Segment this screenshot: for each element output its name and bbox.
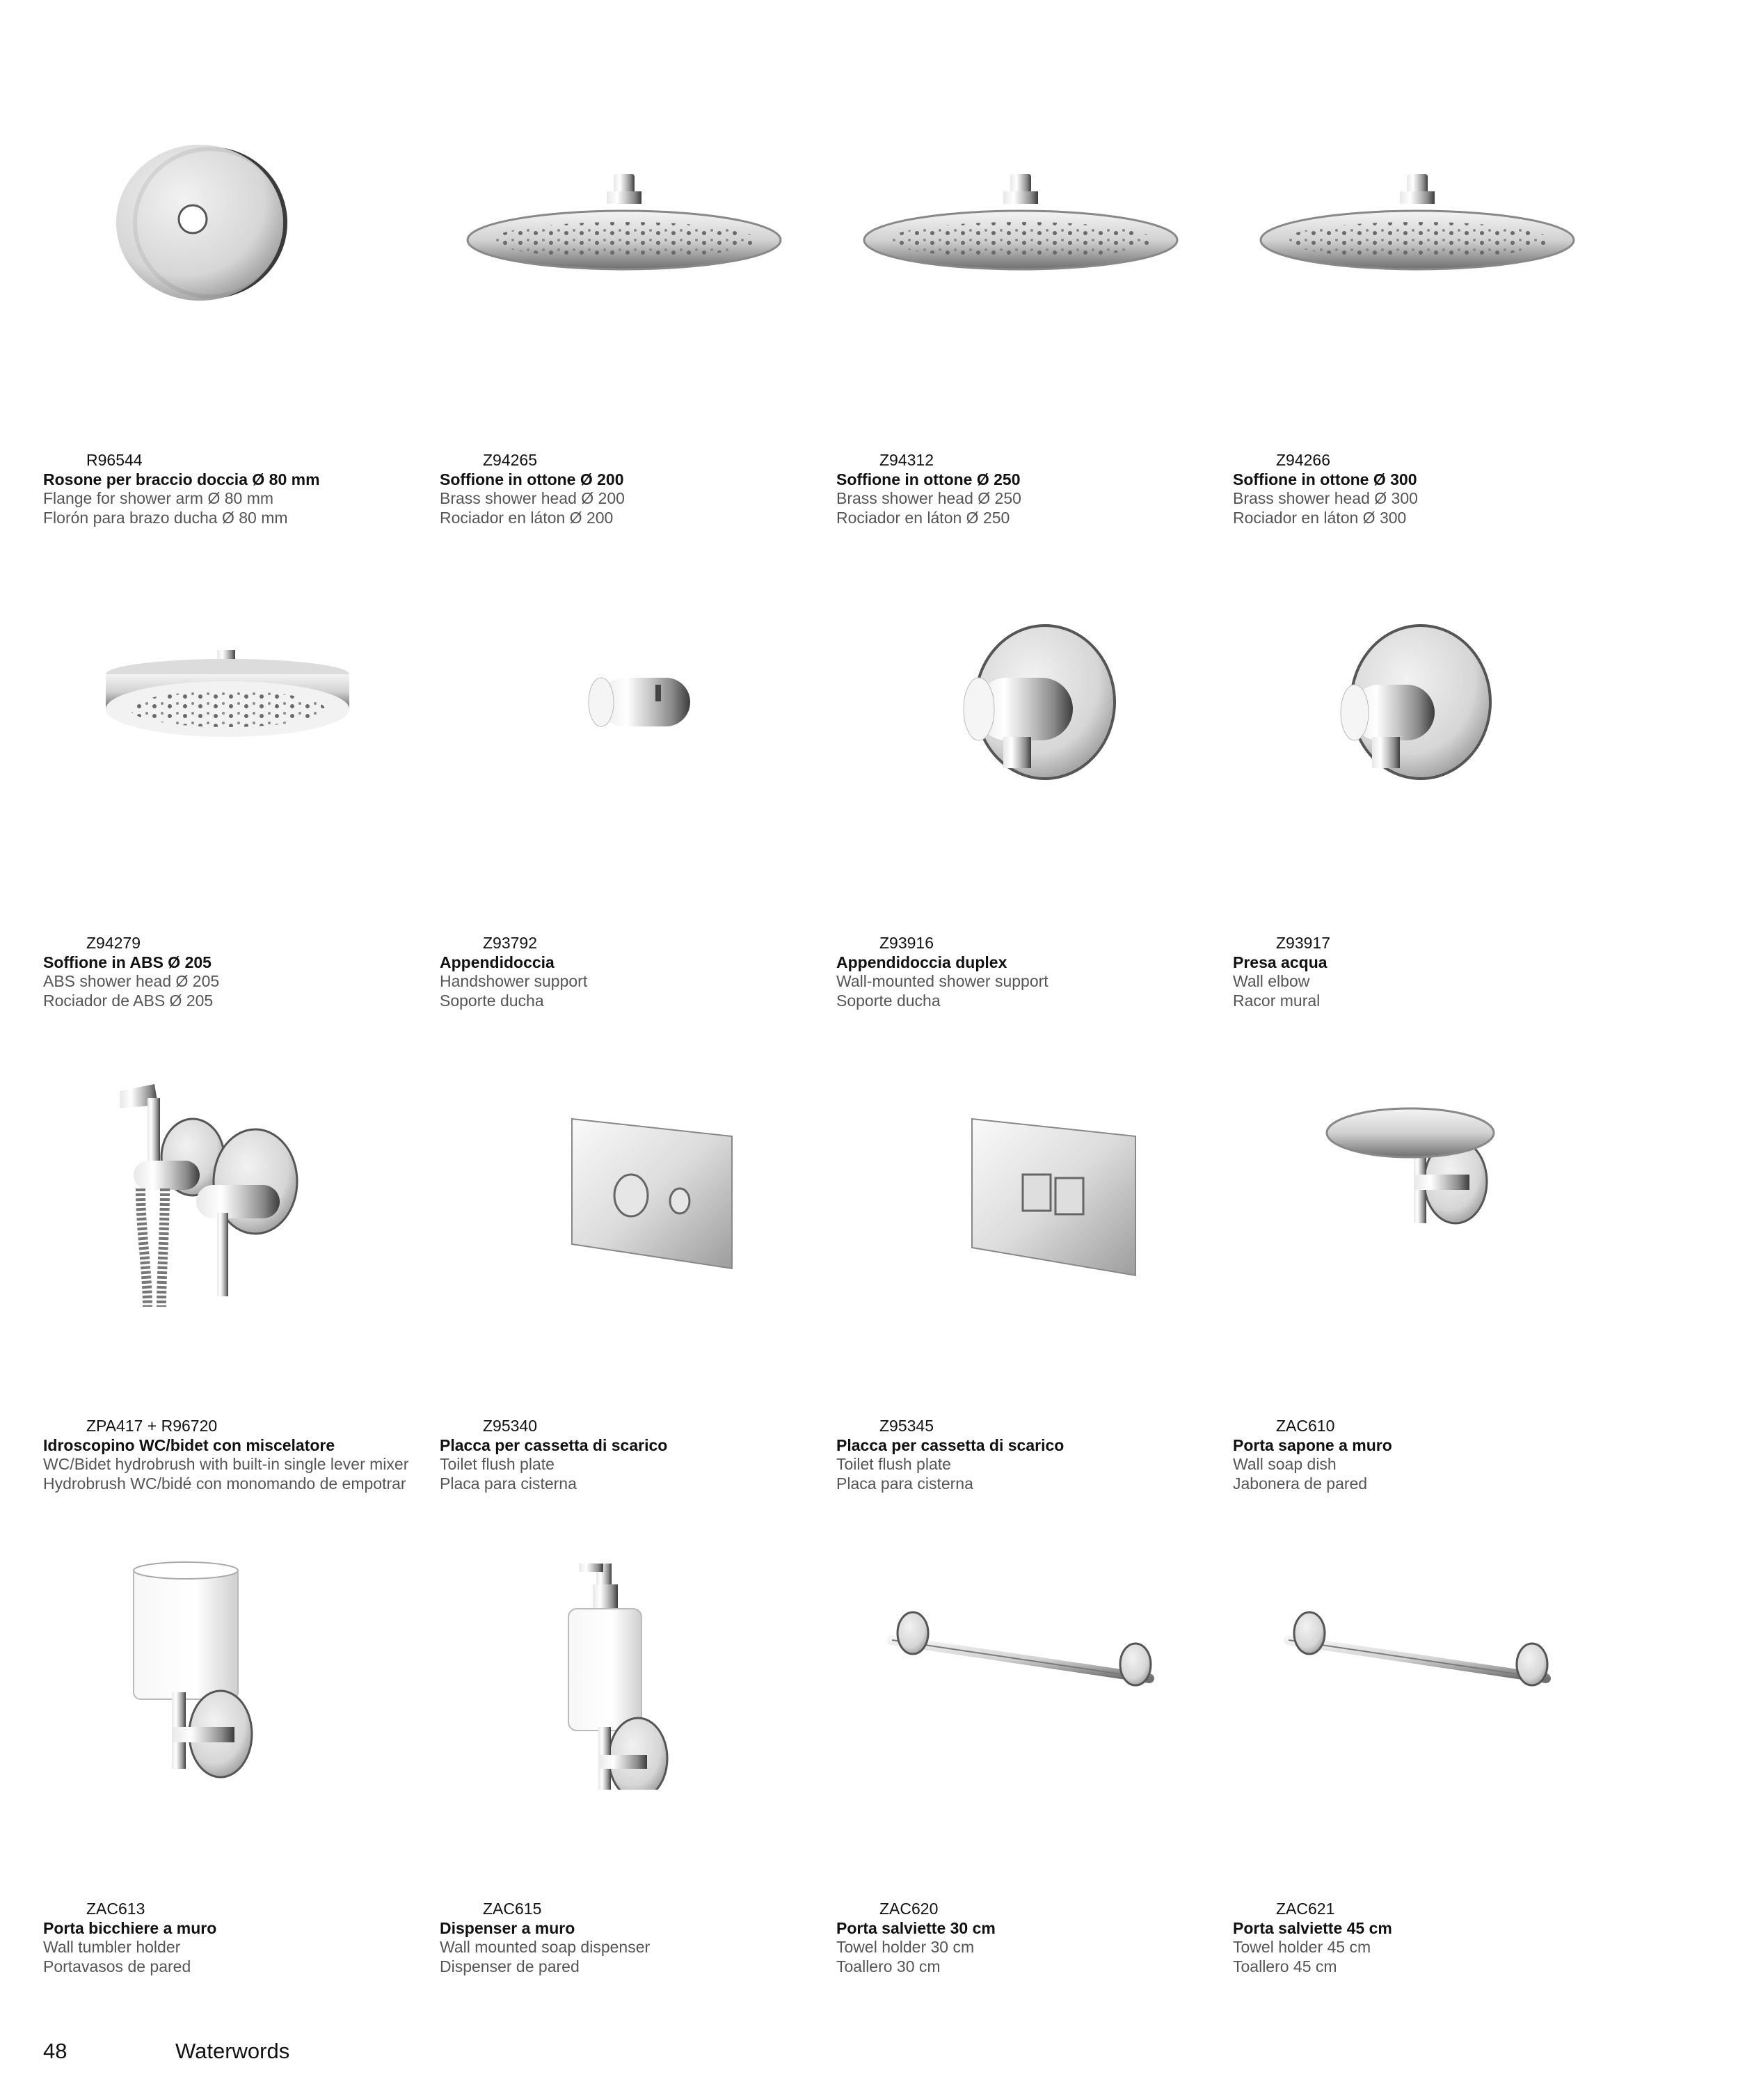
product-caption xyxy=(440,1900,836,1976)
product-name-spanish: Rociador en láton Ø 250 xyxy=(836,508,1010,527)
product-caption xyxy=(43,1417,440,1493)
product-name-italian: Porta salviette 30 cm xyxy=(836,1918,996,1937)
product-name-italian: Appendidoccia xyxy=(440,953,555,971)
product-card xyxy=(440,111,836,594)
product-name-spanish: Rociador en láton Ø 300 xyxy=(1233,508,1407,527)
product-card xyxy=(1233,111,1629,594)
product-code: Z94279 xyxy=(86,934,141,952)
product-name-italian: Porta salviette 45 cm xyxy=(1233,1918,1392,1937)
product-name-italian: Soffione in ottone Ø 200 xyxy=(440,470,624,488)
product-code: Z93792 xyxy=(483,934,538,952)
product-name-english: Toilet flush plate xyxy=(440,1455,555,1473)
product-code: ZPA417 + R96720 xyxy=(86,1417,218,1435)
product-name-english: ABS shower head Ø 205 xyxy=(43,972,220,990)
flange-icon xyxy=(43,111,419,341)
product-card xyxy=(43,1077,440,1560)
product-name-italian: Porta sapone a muro xyxy=(1233,1435,1392,1454)
product-code: Z94312 xyxy=(879,451,934,469)
brand-name: Waterwords xyxy=(175,2039,290,2063)
product-caption xyxy=(1233,1900,1629,1976)
product-name-spanish: Dispenser de pared xyxy=(440,1957,580,1975)
product-name-italian: Placca per cassetta di scarico xyxy=(836,1435,1065,1454)
product-name-spanish: Jabonera de pared xyxy=(1233,1474,1368,1493)
product-caption xyxy=(43,451,440,527)
product-caption xyxy=(836,1417,1233,1493)
product-name-italian: Placca per cassetta di scarico xyxy=(440,1435,668,1454)
product-name-italian: Appendidoccia duplex xyxy=(836,953,1007,971)
shower-head-icon xyxy=(1233,111,1609,341)
product-caption xyxy=(1233,934,1629,1010)
product-name-english: Handshower support xyxy=(440,972,588,990)
product-name-spanish: Placa para cisterna xyxy=(836,1474,973,1493)
product-code: ZAC613 xyxy=(86,1900,145,1918)
product-card xyxy=(1233,1077,1629,1560)
product-row xyxy=(43,111,1643,594)
shower-head-icon xyxy=(440,111,815,341)
product-name-english: WC/Bidet hydrobrush with built-in single lever mixer xyxy=(43,1455,409,1473)
handshower-support-icon xyxy=(440,594,815,824)
product-row xyxy=(43,1560,1643,2043)
product-name-english: Wall soap dish xyxy=(1233,1455,1337,1473)
product-code: Z94266 xyxy=(1276,451,1331,469)
product-caption xyxy=(440,1417,836,1493)
product-name-english: Wall elbow xyxy=(1233,972,1310,990)
product-code: Z93917 xyxy=(1276,934,1331,952)
product-name-english: Brass shower head Ø 300 xyxy=(1233,489,1418,507)
product-card xyxy=(1233,594,1629,1077)
product-name-english: Wall mounted soap dispenser xyxy=(440,1938,651,1956)
product-caption xyxy=(1233,1417,1629,1493)
wall-elbow-icon xyxy=(1233,594,1609,824)
product-caption xyxy=(43,1900,440,1976)
product-card xyxy=(1233,1560,1629,2043)
product-card xyxy=(440,594,836,1077)
product-name-english: Wall tumbler holder xyxy=(43,1938,181,1956)
product-name-italian: Rosone per braccio doccia Ø 80 mm xyxy=(43,470,320,488)
product-code: Z95340 xyxy=(483,1417,538,1435)
product-card xyxy=(440,1560,836,2043)
hydrobrush-icon xyxy=(43,1077,419,1307)
product-name-spanish: Portavasos de pared xyxy=(43,1957,191,1975)
product-code: ZAC615 xyxy=(483,1900,542,1918)
product-code: R96544 xyxy=(86,451,143,469)
product-name-spanish: Toallero 30 cm xyxy=(836,1957,941,1975)
product-grid xyxy=(43,111,1643,2043)
product-row xyxy=(43,594,1643,1077)
product-code: Z94265 xyxy=(483,451,538,469)
product-name-english: Brass shower head Ø 250 xyxy=(836,489,1021,507)
abs-shower-head-icon xyxy=(43,594,419,824)
product-caption xyxy=(440,934,836,1010)
product-code: Z93916 xyxy=(879,934,934,952)
product-name-english: Wall-mounted shower support xyxy=(836,972,1049,990)
product-name-spanish: Florón para brazo ducha Ø 80 mm xyxy=(43,508,288,527)
product-caption xyxy=(836,451,1233,527)
product-card xyxy=(43,594,440,1077)
product-caption xyxy=(836,934,1233,1010)
product-caption xyxy=(836,1900,1233,1976)
flush-plate-round-icon xyxy=(440,1077,815,1307)
product-name-italian: Soffione in ottone Ø 300 xyxy=(1233,470,1417,488)
product-name-italian: Idroscopino WC/bidet con miscelatore xyxy=(43,1435,335,1454)
shower-head-icon xyxy=(836,111,1212,341)
product-caption xyxy=(440,451,836,527)
duplex-support-icon xyxy=(836,594,1212,824)
product-name-italian: Dispenser a muro xyxy=(440,1918,575,1937)
product-caption xyxy=(1233,451,1629,527)
product-card xyxy=(43,1560,440,2043)
product-name-italian: Soffione in ABS Ø 205 xyxy=(43,953,212,971)
product-name-spanish: Placa para cisterna xyxy=(440,1474,577,1493)
product-row xyxy=(43,1077,1643,1560)
tumbler-holder-icon xyxy=(43,1560,419,1790)
product-code: Z95345 xyxy=(879,1417,934,1435)
product-caption xyxy=(43,934,440,1010)
product-code: ZAC621 xyxy=(1276,1900,1335,1918)
soap-dish-icon xyxy=(1233,1077,1609,1307)
product-name-english: Towel holder 30 cm xyxy=(836,1938,975,1956)
product-name-spanish: Toallero 45 cm xyxy=(1233,1957,1337,1975)
product-card xyxy=(836,111,1233,594)
product-name-italian: Porta bicchiere a muro xyxy=(43,1918,217,1937)
product-name-spanish: Racor mural xyxy=(1233,991,1321,1010)
product-name-english: Toilet flush plate xyxy=(836,1455,951,1473)
product-name-spanish: Soporte ducha xyxy=(440,991,544,1010)
product-card xyxy=(43,111,440,594)
soap-dispenser-icon xyxy=(440,1560,815,1790)
product-card xyxy=(836,594,1233,1077)
product-name-spanish: Soporte ducha xyxy=(836,991,941,1010)
towel-holder-icon xyxy=(836,1560,1212,1790)
product-name-italian: Soffione in ottone Ø 250 xyxy=(836,470,1021,488)
product-name-spanish: Hydrobrush WC/bidé con monomando de empotrar xyxy=(43,1474,406,1493)
product-name-english: Flange for shower arm Ø 80 mm xyxy=(43,489,274,507)
product-name-spanish: Rociador de ABS Ø 205 xyxy=(43,991,214,1010)
towel-holder-icon xyxy=(1233,1560,1609,1790)
page-number: 48 xyxy=(43,2039,67,2063)
product-code: ZAC610 xyxy=(1276,1417,1335,1435)
product-code: ZAC620 xyxy=(879,1900,939,1918)
flush-plate-square-icon xyxy=(836,1077,1212,1307)
product-card xyxy=(836,1077,1233,1560)
product-name-english: Brass shower head Ø 200 xyxy=(440,489,625,507)
product-card xyxy=(836,1560,1233,2043)
product-name-spanish: Rociador en láton Ø 200 xyxy=(440,508,614,527)
product-name-english: Towel holder 45 cm xyxy=(1233,1938,1371,1956)
product-name-italian: Presa acqua xyxy=(1233,953,1328,971)
product-card xyxy=(440,1077,836,1560)
page-footer xyxy=(43,2039,289,2064)
